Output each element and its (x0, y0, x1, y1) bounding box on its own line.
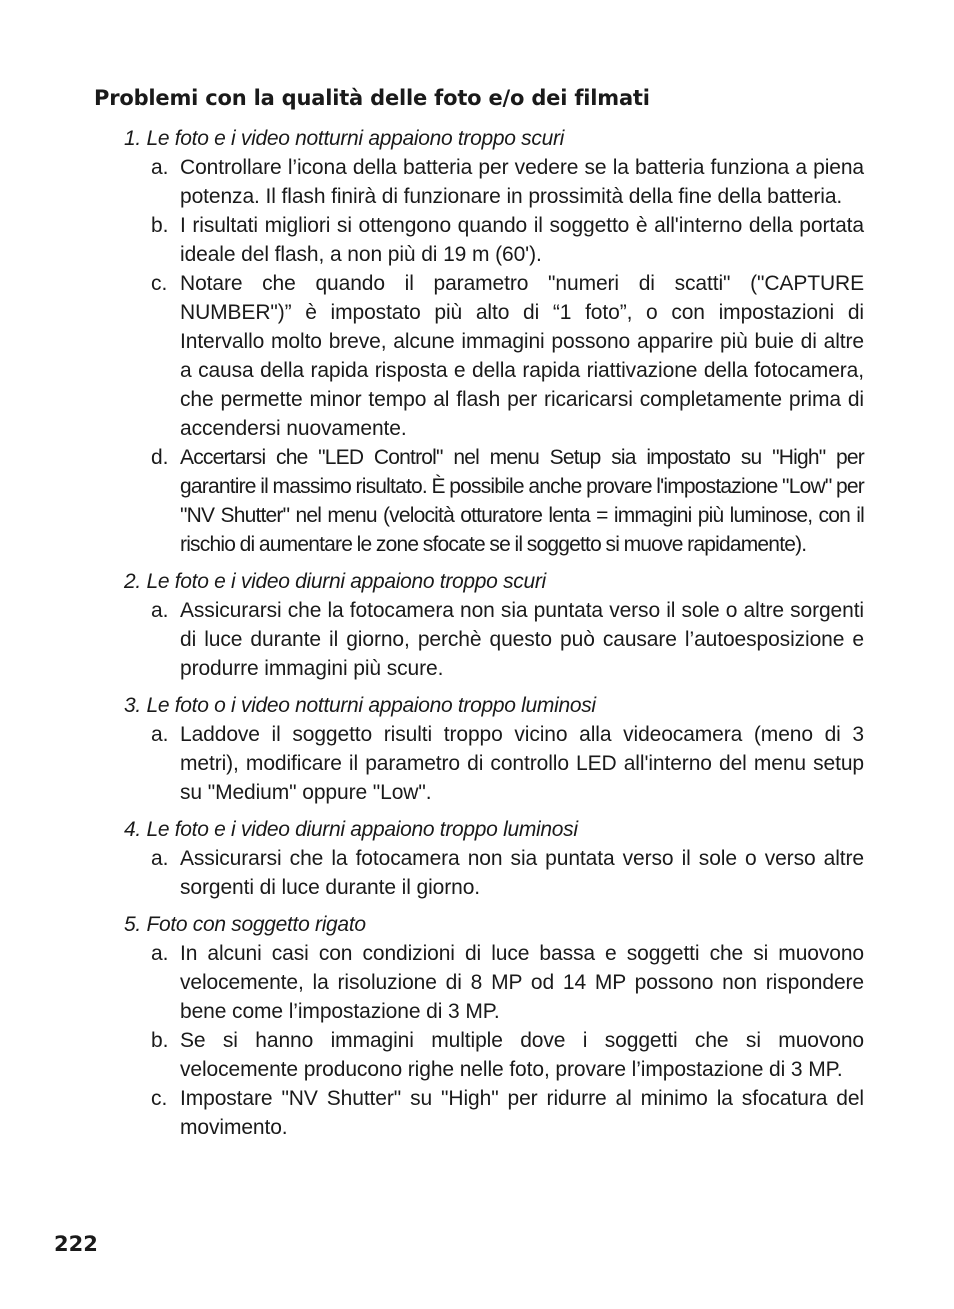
item-text: Se si hanno immagini multiple dove i soggetti che si muovono velocemente producono righe nelle foto, provare l’impostazione di 3 MP. (180, 1029, 864, 1081)
list-item (151, 211, 864, 269)
item-text: Assicurarsi che la fotocamera non sia puntata verso il sole o verso altre sorgenti di luce durante il giorno. (180, 847, 864, 899)
item-letter: a. (151, 599, 169, 622)
item-text: Assicurarsi che la fotocamera non sia puntata verso il sole o altre sorgenti di luce durante il giorno, perchè questo può causare l’autoesposizione e produrre immagini più scure. (180, 599, 864, 680)
list-item (151, 1084, 864, 1142)
item-letter: c. (151, 1087, 168, 1110)
item-letter: a. (151, 942, 169, 965)
section-4 (0, 815, 954, 902)
item-text: Notare che quando il parametro "numeri di scatti" ("CAPTURE NUMBER")” è impostato più alto di “1 foto”, o con impostazioni di Intervallo molto breve, alcune immagini possono apparire più buie di altre a causa della rapida risposta e della rapida riattivazione della fotocamera, che permette minor tempo al flash per ricaricarsi completamente prima di accendersi nuovamente. (180, 272, 864, 440)
item-text: Controllare l’icona della batteria per vedere se la batteria funziona a piena potenza. Il flash finirà di funzionare in prossimità della fine della batteria. (180, 156, 864, 208)
item-letter: a. (151, 847, 169, 870)
section-3 (0, 691, 954, 807)
item-text: Impostare "NV Shutter" su "High" per ridurre al minimo la sfocatura del movimento. (180, 1087, 864, 1139)
list-item (151, 1026, 864, 1084)
list-item (151, 720, 864, 807)
list-item (151, 939, 864, 1026)
section-title: 3. Le foto o i video notturni appaiono troppo luminosi (124, 694, 596, 717)
section-1 (0, 124, 954, 559)
list-item (151, 596, 864, 683)
list-item (151, 269, 864, 443)
item-text: In alcuni casi con condizioni di luce bassa e soggetti che si muovono velocemente, la risoluzione di 8 MP od 14 MP possono non rispondere bene come l’impostazione di 3 MP. (180, 942, 864, 1023)
list-item (151, 153, 864, 211)
section-title: 5. Foto con soggetto rigato (124, 913, 366, 936)
section-title: 2. Le foto e i video diurni appaiono troppo scuri (124, 570, 546, 593)
troubleshooting-list (0, 124, 954, 1142)
item-letter: a. (151, 156, 169, 179)
section-title: 1. Le foto e i video notturni appaiono troppo scuri (124, 127, 565, 150)
item-letter: a. (151, 723, 169, 746)
item-letter: c. (151, 272, 168, 295)
item-letter: b. (151, 1029, 169, 1052)
section-title: 4. Le foto e i video diurni appaiono troppo luminosi (124, 818, 578, 841)
section-5 (0, 910, 954, 1142)
item-letter: d. (151, 446, 169, 469)
section-2 (0, 567, 954, 683)
page-heading: Problemi con la qualità delle foto e/o dei filmati (94, 86, 650, 110)
item-text: Laddove il soggetto risulti troppo vicino alla videocamera (meno di 3 metri), modificare il parametro di controllo LED all'interno del menu setup su "Medium" oppure "Low". (180, 723, 864, 804)
item-text: I risultati migliori si ottengono quando il soggetto è all'interno della portata ideale del flash, a non più di 19 m (60'). (180, 214, 864, 266)
item-text: Accertarsi che "LED Control" nel menu Setup sia impostato su "High" per garantire il massimo risultato. È possibile anche provare l'impostazione "Low" per "NV Shutter" nel menu (velocità otturatore lenta = immagini più luminose, con il rischio di aumentare le zone sfocate se il soggetto si muove rapidamente). (180, 446, 864, 556)
list-item (151, 443, 864, 559)
page-number: 222 (54, 1232, 98, 1256)
item-letter: b. (151, 214, 169, 237)
list-item (151, 844, 864, 902)
